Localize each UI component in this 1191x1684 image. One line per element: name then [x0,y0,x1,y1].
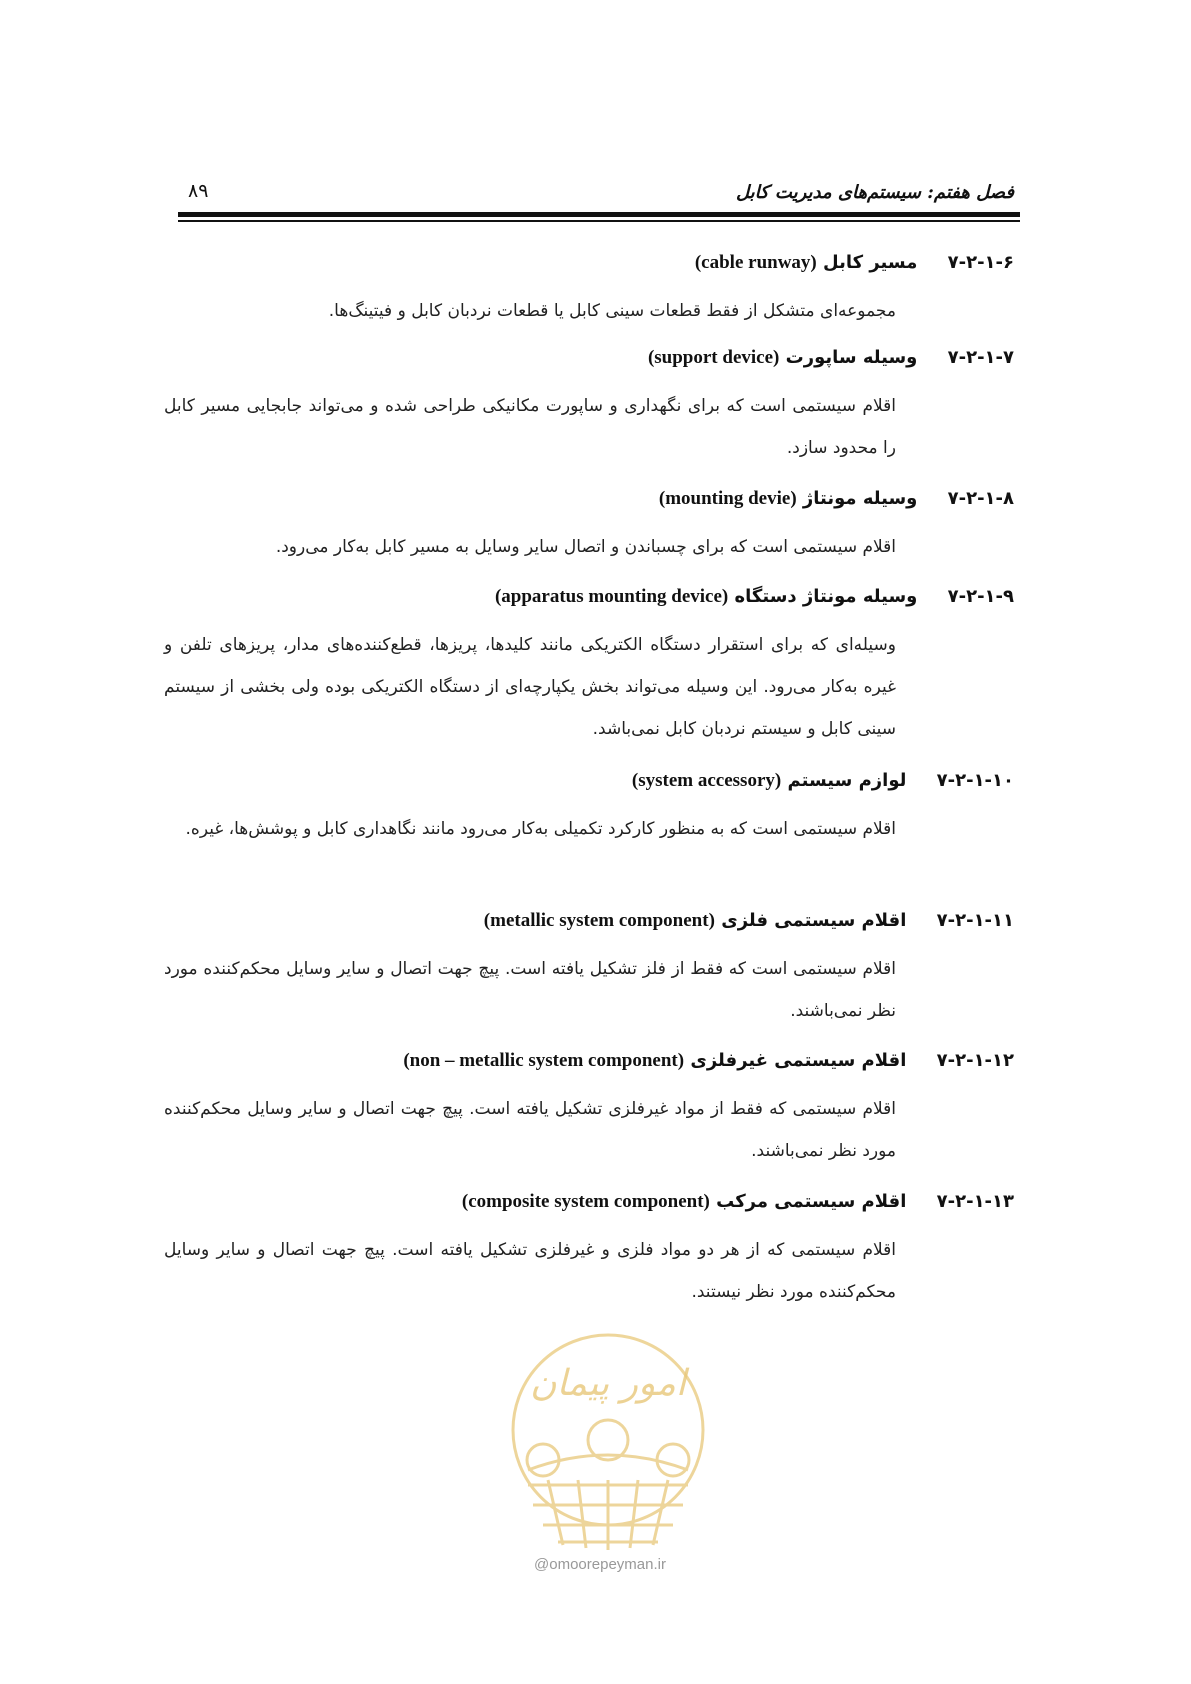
section-number: ۷-۲-۱-۷ [947,347,1014,368]
section-term: (apparatus mounting device) [494,586,729,607]
watermark-url: @omoorepeyman.ir [534,1556,666,1573]
section-title: اقلام سیستمی غیرفلزی [690,1050,907,1071]
section-title: اقلام سیستمی مرکب [716,1191,907,1212]
section-term: (composite system component) [461,1191,710,1212]
section-term: (cable runway) [694,252,817,273]
section-metallic-component [164,906,1014,1032]
section-title: وسیله ساپورت [785,347,918,368]
section-heading [164,343,1014,373]
section-heading [164,766,1014,796]
section-number: ۷-۲-۱-۱۲ [936,1050,1014,1071]
section-number: ۷-۲-۱-۱۱ [936,910,1014,931]
section-title: وسیله مونتاژ [802,488,918,509]
section-number: ۷-۲-۱-۶ [947,252,1014,273]
section-term: (support device) [647,347,780,368]
section-term: (system accessory) [631,770,782,791]
section-term: (metallic system component) [483,910,715,931]
section-body: اقلام سیستمی که از هر دو مواد فلزی و غیرفلزی تشکیل یافته است. پیچ جهت اتصال و سایر وسایل محکم‌کننده مورد نظر نیستند. [164,1240,896,1302]
section-composite-component [164,1187,1014,1313]
section-title: مسیر کابل [823,252,918,273]
section-heading [164,484,1014,514]
section-heading [164,1187,1014,1217]
section-heading [164,906,1014,936]
section-number: ۷-۲-۱-۱۰ [936,770,1014,791]
section-system-accessory [164,766,1014,850]
section-heading [164,1046,1014,1076]
section-body: اقلام سیستمی است که برای چسباندن و اتصال سایر وسایل به مسیر کابل به‌کار می‌رود. [275,537,896,557]
section-body: اقلام سیستمی است که به منظور کارکرد تکمیلی به‌کار می‌رود مانند نگاهداری کابل و پوشش‌ها، غیره. [185,819,896,839]
header-rule-thick [178,212,1020,217]
section-heading [164,248,1014,278]
section-title: لوازم سیستم [787,770,907,791]
section-cable-runway [164,248,1014,332]
section-term: (mounting devie) [658,488,797,509]
section-mounting-device [164,484,1014,568]
section-number: ۷-۲-۱-۹ [947,586,1014,607]
section-body: اقلام سیستمی است که برای نگهداری و ساپورت مکانیکی طراحی شده و می‌تواند جابجایی مسیر کابل را محدود سازد. [164,396,896,458]
section-body: مجموعه‌ای متشکل از فقط قطعات سینی کابل یا قطعات نردبان کابل و فیتینگ‌ها. [328,301,896,321]
section-body: وسیله‌ای که برای استقرار دستگاه الکتریکی مانند کلیدها، پریزها، قطع‌کننده‌های مدار، پریزهای تلفن و غیره به‌کار می‌رود. این وسیله می‌تواند بخش یکپارچه‌ای از دستگاه الکتریکی بوده ولی بخشی از سیستم سینی کابل و سیستم نردبان کابل نمی‌باشد. [164,635,896,739]
watermark-logo [488,1320,728,1590]
header-rule-thin [178,220,1020,222]
page-header-title: فصل هفتم: سیستم‌های مدیریت کابل [735,182,1014,203]
section-heading [164,582,1014,612]
page-number: ۸۹ [188,180,209,202]
section-number: ۷-۲-۱-۸ [947,488,1014,509]
section-apparatus-mounting-device [164,582,1014,750]
section-non-metallic-component [164,1046,1014,1172]
section-support-device [164,343,1014,469]
section-term: (non – metallic system component) [403,1050,685,1071]
watermark-logo-text: امور پیمان [530,1363,686,1404]
section-body: اقلام سیستمی است که فقط از فلز تشکیل یافته است. پیچ جهت اتصال و سایر وسایل محکم‌کننده مورد نظر نمی‌باشند. [164,959,896,1021]
section-number: ۷-۲-۱-۱۳ [936,1191,1014,1212]
section-body: اقلام سیستمی که فقط از مواد غیرفلزی تشکیل یافته است. پیچ جهت اتصال و سایر وسایل محکم‌کننده مورد نظر نمی‌باشند. [164,1099,896,1161]
section-title: وسیله مونتاژ دستگاه [734,586,918,607]
section-title: اقلام سیستمی فلزی [721,910,907,931]
